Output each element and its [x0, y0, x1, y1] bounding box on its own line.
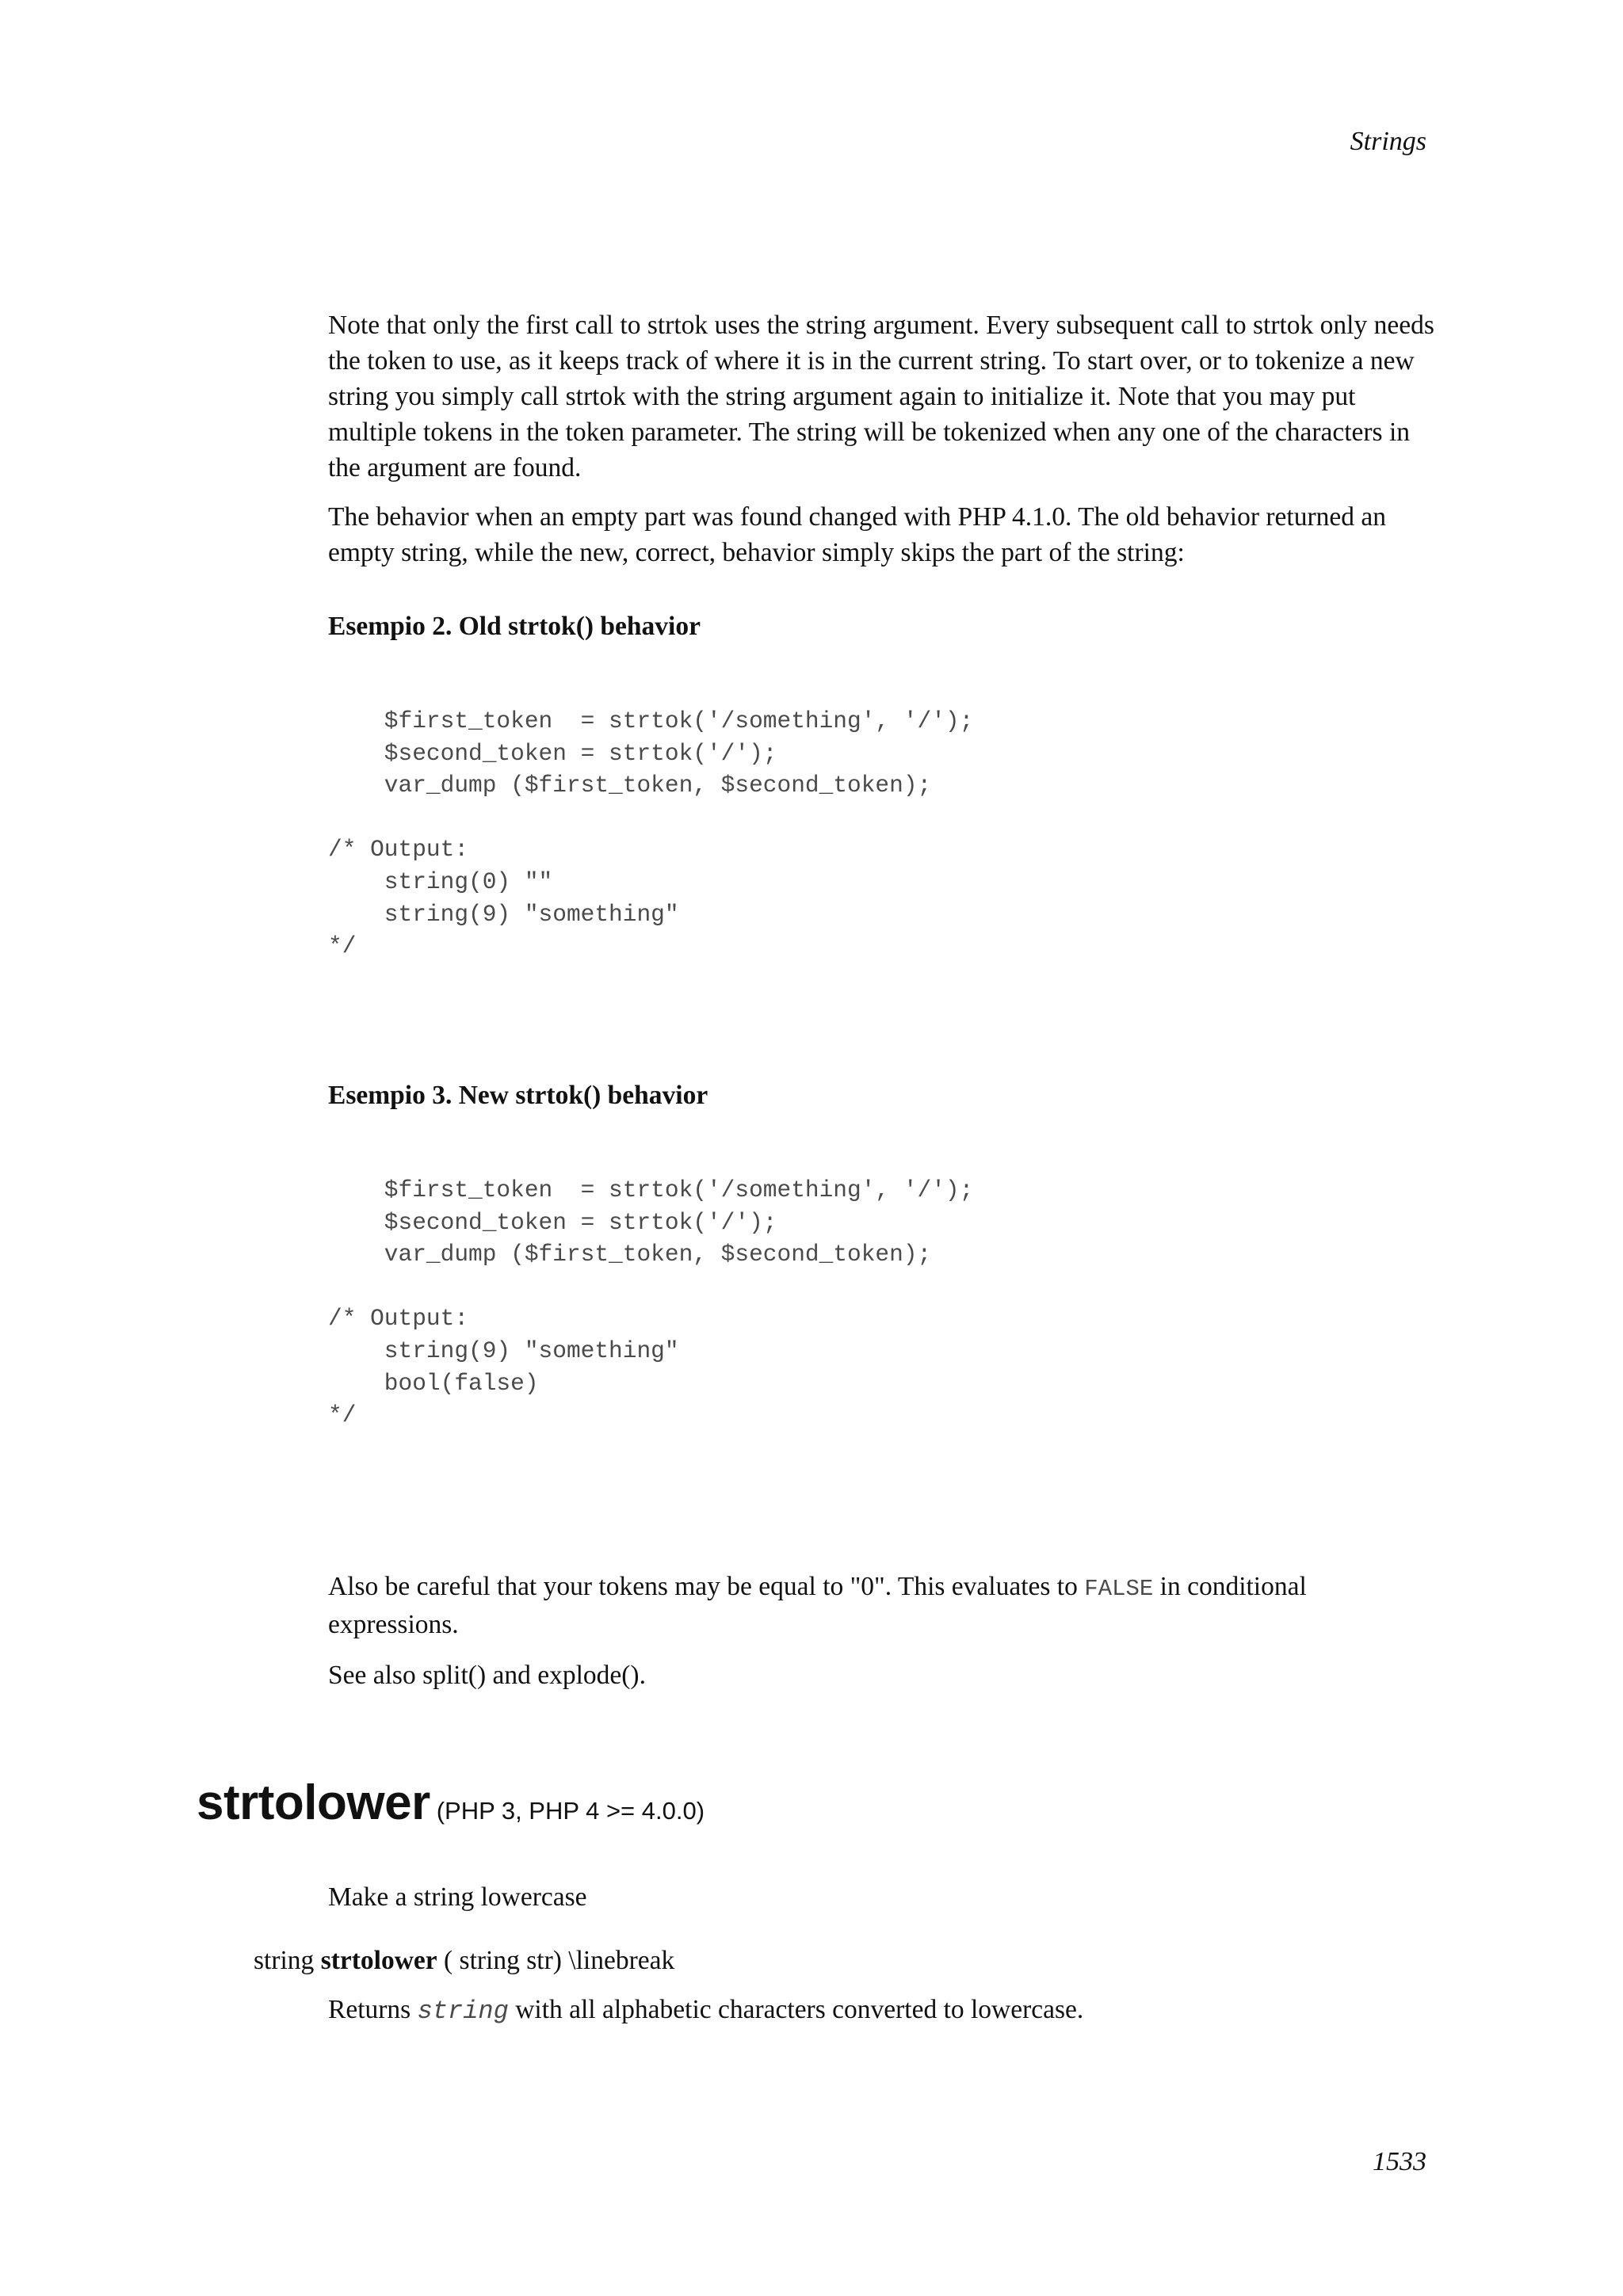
returns-text-end: with all alphabetic characters converted to lowercase. [508, 1995, 1084, 2024]
function-name: strtolower [197, 1775, 430, 1830]
code-block-old-behavior: $first_token = strtok('/something', '/'); $second_token = strtok('/'); var_dump ($first_token, $second_token); /* Output: string(0) "" string(9) "something" */ [328, 707, 974, 960]
example-title-new-behavior: Esempio 3. New strtok() behavior [328, 1081, 708, 1110]
paragraph-see-also: See also split() and explode(). [328, 1661, 646, 1690]
synopsis-return-type: string [254, 1946, 315, 1975]
function-synopsis [254, 1946, 674, 1976]
false-constant: FALSE [1084, 1576, 1154, 1602]
function-heading [197, 1775, 705, 1831]
function-description [328, 1995, 1083, 2026]
paragraph-false-warning [328, 1569, 1438, 1642]
page-number: 1533 [1373, 2147, 1426, 2176]
running-header: Strings [1350, 127, 1426, 156]
function-purpose: Make a string lowercase [328, 1882, 587, 1912]
paragraph-behavior-change: The behavior when an empty part was found changed with PHP 4.1.0. The old behavior returned an empty string, while the new, correct, behavior simply skips the part of the string: [328, 502, 1386, 567]
paragraph-strtok-usage: Note that only the first call to strtok uses the string argument. Every subsequent call to strtok only needs the token to use, as it keeps track of where it is in the current string. To start over, or to tokenize a new string you simply call strtok with the string argument again to initialize it. Note that you may put multiple tokens in the token parameter. The string will be tokenized when any one of the characters in the argument are found. [328, 311, 1434, 482]
example-title-old-behavior: Esempio 2. Old strtok() behavior [328, 612, 701, 641]
synopsis-parameters: ( string str) \linebreak [444, 1946, 675, 1975]
false-warning-text-end: in conditional expressions. [328, 1572, 1307, 1639]
returns-parameter: string [417, 1997, 509, 2026]
false-warning-text-start: Also be careful that your tokens may be equal to "0". This evaluates to [328, 1572, 1085, 1601]
returns-text-start: Returns [328, 1995, 418, 2024]
function-version: (PHP 3, PHP 4 >= 4.0.0) [436, 1797, 705, 1825]
code-block-new-behavior: $first_token = strtok('/something', '/'); $second_token = strtok('/'); var_dump ($first_token, $second_token); /* Output: string(9) "something" bool(false) */ [328, 1177, 974, 1429]
synopsis-function-name: strtolower [320, 1946, 437, 1975]
